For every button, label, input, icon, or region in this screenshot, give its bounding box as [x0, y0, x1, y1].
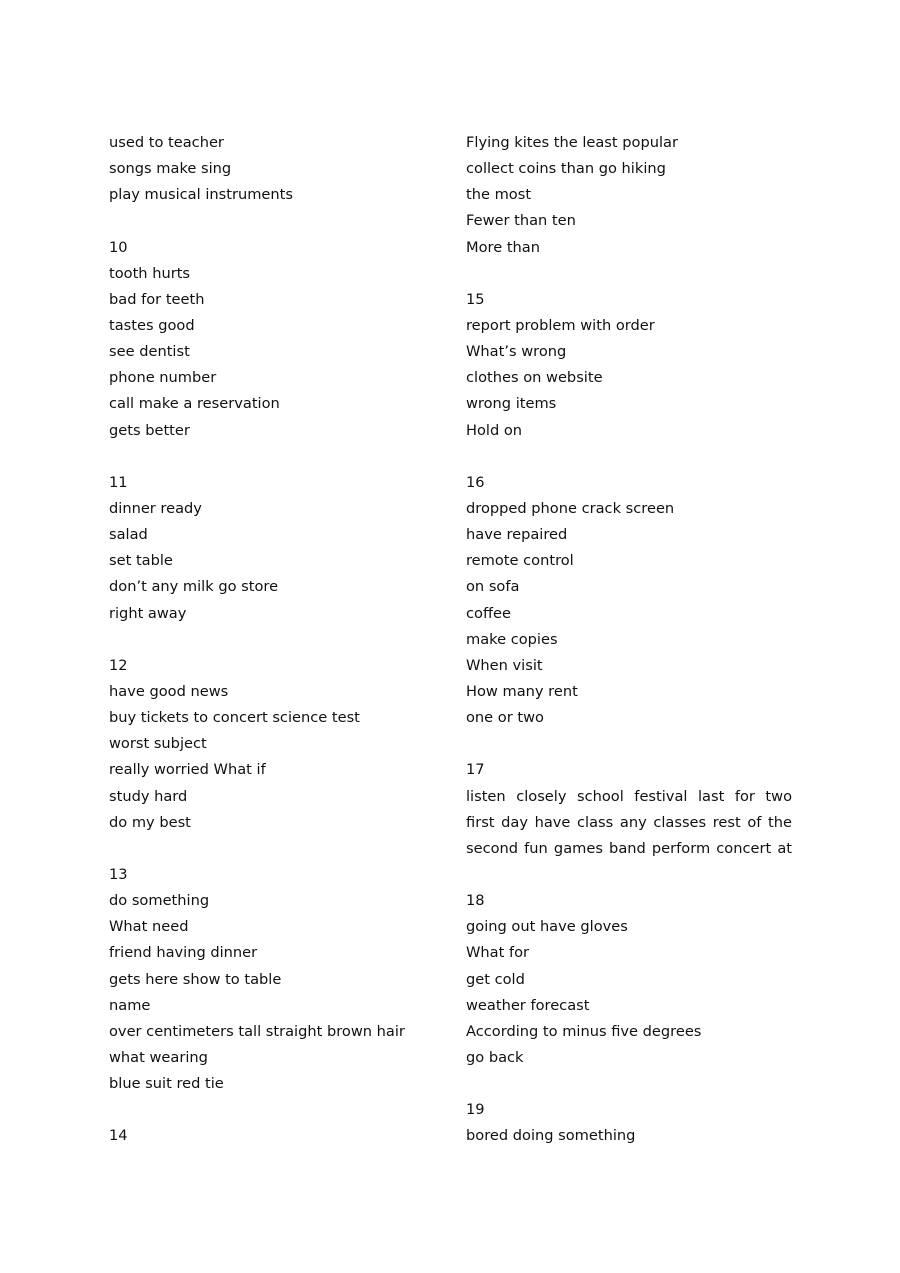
text-line: right away [109, 604, 187, 622]
question-number: 18 [466, 892, 485, 910]
question-14 [109, 1123, 429, 1149]
text-line: name [109, 996, 151, 1014]
text-line: What need [109, 918, 189, 936]
text-line: gets here show to table [109, 970, 282, 988]
text-line: What’s wrong [466, 343, 567, 361]
text-line: make copies [466, 630, 558, 648]
question-number: 16 [466, 473, 485, 491]
text-line: clothes on website [466, 369, 603, 387]
question-11 [109, 470, 429, 627]
blank-line [466, 444, 792, 470]
text-line: How many rent [466, 682, 578, 700]
text-line: blue suit red tie [109, 1075, 224, 1093]
blank-line [466, 1071, 792, 1097]
text-line: go back [466, 1048, 524, 1066]
text-line: one or two [466, 709, 544, 727]
text-line: really worried What if [109, 761, 266, 779]
question-10 [109, 235, 429, 444]
block-14-tail [466, 130, 792, 261]
question-19 [466, 1097, 792, 1149]
text-line: study hard [109, 787, 188, 805]
text-line: Flying kites the least popular [466, 134, 678, 151]
text-line: have good news [109, 682, 229, 700]
text-line: What for [466, 944, 530, 962]
text-line: don’t any milk go store [109, 578, 279, 596]
question-number: 19 [466, 1101, 485, 1119]
text-line: on sofa [466, 578, 520, 596]
text-line: bad for teeth [109, 290, 205, 308]
question-number: 13 [109, 865, 128, 883]
blank-line [109, 627, 429, 653]
text-line: over centimeters tall straight brown hair [109, 1022, 405, 1040]
text-line: phone number [109, 369, 217, 387]
text-line: dropped phone crack screen [466, 499, 675, 517]
text-line: see dentist [109, 343, 190, 361]
question-18 [466, 888, 792, 1071]
text-line: get cold [466, 970, 525, 988]
question-number: 14 [109, 1127, 128, 1145]
text-line: When visit [466, 656, 543, 674]
text-line: used to teacher [109, 134, 224, 151]
text-line: tastes good [109, 316, 195, 334]
text-line: gets better [109, 421, 190, 439]
text-line: report problem with order [466, 316, 655, 334]
text-line: wrong items [466, 395, 557, 413]
question-number: 15 [466, 290, 485, 308]
blank-line [109, 444, 429, 470]
text-line: According to minus five degrees [466, 1022, 702, 1040]
text-line: songs make sing [109, 160, 232, 178]
blank-line [466, 862, 792, 888]
text-line: More than [466, 238, 540, 256]
text-line: coffee [466, 604, 511, 622]
block-9-tail [109, 130, 429, 208]
blank-line [109, 1097, 429, 1123]
left-column [109, 130, 429, 1149]
text-line: collect coins than go hiking [466, 160, 666, 178]
question-number: 11 [109, 473, 128, 491]
text-line: what wearing [109, 1048, 208, 1066]
text-line: dinner ready [109, 499, 202, 517]
blank-line [109, 208, 429, 234]
text-line: do my best [109, 813, 191, 831]
question-12 [109, 653, 429, 836]
text-line: worst subject [109, 735, 207, 753]
text-line: buy tickets to concert science test [109, 709, 360, 727]
right-column [466, 130, 792, 1149]
text-line: listen closely school festival last for two [466, 787, 792, 805]
text-line: remote control [466, 552, 574, 570]
blank-line [466, 261, 792, 287]
blank-line [109, 836, 429, 862]
text-line: call make a reservation [109, 395, 280, 413]
text-line: weather forecast [466, 996, 590, 1014]
question-15 [466, 287, 792, 444]
text-line: tooth hurts [109, 264, 191, 282]
question-number: 10 [109, 238, 128, 256]
text-line: have repaired [466, 526, 568, 544]
text-line: Fewer than ten [466, 212, 576, 230]
text-line: Hold on [466, 421, 523, 439]
text-line: second fun games band perform concert at [466, 839, 792, 857]
text-line: do something [109, 892, 210, 910]
question-number: 12 [109, 656, 128, 674]
question-17 [466, 757, 792, 862]
text-line: first day have class any classes rest of the [466, 813, 792, 831]
blank-line [466, 731, 792, 757]
text-line: friend having dinner [109, 944, 258, 962]
text-line: set table [109, 552, 173, 570]
text-line: bored doing something [466, 1127, 636, 1145]
question-number: 17 [466, 761, 485, 779]
text-line: salad [109, 526, 148, 544]
question-16 [466, 470, 792, 731]
text-line: going out have gloves [466, 918, 628, 936]
text-line: play musical instruments [109, 186, 293, 204]
text-line: the most [466, 186, 532, 204]
question-13 [109, 862, 429, 1097]
